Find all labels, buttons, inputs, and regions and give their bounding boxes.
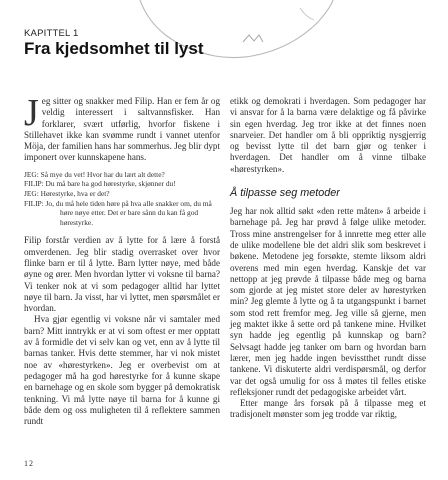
intro-paragraph [24,92,220,164]
body-paragraph: Hva gjør egentlig vi voksne når vi samtaler med barn? Mitt inntrykk er at vi som oftest er mer opptatt av å formidle det vi selv kan og vet, enn av å lytte til barnas tanker. Hvis dette stemmer, har vi nok mistet noe av «hørestyrken». Jeg er overbevist om at pedagoger må ha god hørestyrke for å kunne skape en barnehage og en skole som bygger på demokratisk tenkning. Vi må lytte nøye til barna for å kunne gi både dem og oss muligheten til å reflektere sammen rundt [24,314,220,427]
dialogue-line: JEG: Så mye du vet! Hvor har du lært alt dette? [24,169,165,179]
body-paragraph: Jeg har nok alltid søkt «den rette måten» å arbeide i barnehage på. Jeg har prøvd å følge ulike metoder. Tross mine anstrengelser for å innrette meg etter alle de ulike modellene ble det aldri slik som beskrevet i bøkene. Metodene jeg forsøkte, stemte liksom aldri overens med min egen hverdag. Kanskje det var nettopp at jeg prøvde å tilpasse både meg og barna som gjorde at jeg mistet store deler av hørestyrken min? Jeg glemte å lytte og å ta utgangspunkt i barnet som stod rett fremfor meg. Jeg ville så gjerne, men jeg maktet ikke å sette ord på tankene mine. Hvilket syn hadde jeg egentlig på kunnskap og barn? Selvsagt hadde jeg tanker om barn og hvordan barn lærer, men jeg hadde ingen bevisstthet rundt disse tankene. Vi diskuterte aldri verdispørsmål, og derfor var det også umulig for oss å møtes til felles etiske refleksjoner rundt det pedagogiske arbeidet vårt. [230,206,426,397]
left-column [24,92,220,427]
page-number: 12 [24,459,34,468]
body-paragraph: Filip forstår verdien av å lytte for å lære å forstå omverdenen. Jeg blir stadig overrasket over hvor flinke barn er til å lytte. Barn lytter nøye, med både øyne og ører. Men hvordan lytter vi voksne til barna? Vi tenker nok at vi som pedagoger alltid har lyttet nøye til barn. Ja visst, har vi lyttet, men spørsmålet er hvordan. [24,235,220,314]
dialogue-line: FILIP: Du må bare ha god hørestyrke, skjønner du! [24,179,176,189]
right-column [230,96,426,421]
dialogue-line: JEG: Hørestyrke, hva er det? [24,188,110,198]
dialogue-block [24,170,220,228]
body-paragraph: Etter mange års forsøk på å tilpasse meg et tradisjonelt mønster som jeg trodde var riktig, [230,398,426,420]
section-heading: Å tilpasse seg metoder [230,187,340,200]
drop-cap: J [24,92,39,134]
body-paragraph: etikk og demokrati i hverdagen. Som pedagoger har vi ansvar for å la barna være delaktige og få påvirke sin egen hverdag. Jeg tror ikke at det finnes noen snarveier. Det handler om å bli oppriktig nysgjerrig og bevisst lytte til det barn gjør og tenker i hverdagen. Det handler om å vinne tilbake «hørestyrken». [230,96,426,174]
chapter-title: Fra kjedsomhet til lyst [24,39,204,58]
dialogue-line: FILIP: Jo, du må hele tiden høre på hva alle snakker om, du må høre nøye etter. Det er bare sånn du kan få god hørestyrke. [24,198,212,227]
chapter-label: KAPITTEL 1 [24,28,79,39]
intro-text: eg sitter og snakker med Filip. Han er fem år og veldig interessert i saltvannsfisker. Han forklarer, svært utførlig, hvorfor fiskene i Stillehavet ikke kan svømme rundt i vannet utenfor Möja, der familien hans har sommerhus. Jeg blir dypt imponert over kunnskapene hans. [24,96,220,163]
